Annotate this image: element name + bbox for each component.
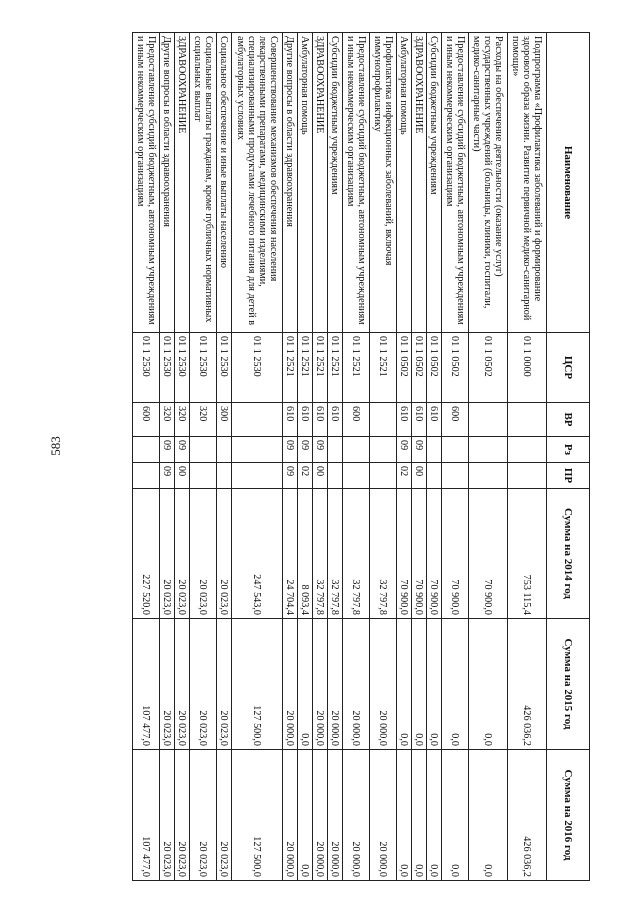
- cell-sum-2015: 127 500,0: [232, 619, 283, 750]
- header-rz: Рз: [547, 437, 590, 463]
- cell-name: ЗДРАВООХРАНЕНИЕ: [313, 33, 328, 333]
- cell-vr: 600: [133, 403, 160, 437]
- cell-sum-2014: 32 797,8: [328, 489, 343, 619]
- cell-csr: 01 1 0502: [427, 333, 442, 403]
- cell-sum-2014: 227 520,0: [133, 489, 160, 619]
- cell-sum-2015: 0,0: [469, 619, 508, 750]
- cell-rz: [133, 437, 160, 463]
- cell-sum-2014: 70 900,0: [412, 489, 427, 619]
- cell-csr: 01 1 2530: [190, 333, 217, 403]
- cell-csr: 01 1 2530: [133, 333, 160, 403]
- cell-sum-2014: 32 797,8: [313, 489, 328, 619]
- cell-pr: 00: [175, 463, 190, 489]
- table-row: [283, 33, 298, 881]
- cell-csr: 01 1 2521: [298, 333, 313, 403]
- cell-rz: [328, 437, 343, 463]
- cell-pr: [232, 463, 283, 489]
- cell-sum-2016: 0,0: [427, 750, 442, 881]
- cell-sum-2016: 0,0: [412, 750, 427, 881]
- cell-csr: 01 1 0502: [442, 333, 469, 403]
- cell-rz: [190, 437, 217, 463]
- cell-sum-2014: 70 900,0: [427, 489, 442, 619]
- cell-sum-2014: 20 023,0: [217, 489, 232, 619]
- cell-vr: 610: [298, 403, 313, 437]
- cell-sum-2015: 0,0: [442, 619, 469, 750]
- cell-csr: 01 1 2521: [283, 333, 298, 403]
- cell-sum-2016: 20 023,0: [217, 750, 232, 881]
- cell-csr: 01 1 0502: [397, 333, 412, 403]
- cell-vr: 600: [442, 403, 469, 437]
- cell-rz: [343, 437, 370, 463]
- budget-table: [132, 32, 590, 881]
- cell-csr: 01 1 2530: [160, 333, 175, 403]
- cell-sum-2016: 0,0: [298, 750, 313, 881]
- cell-sum-2016: 0,0: [469, 750, 508, 881]
- cell-name: Предоставление субсидий бюджетным, автономным учреждениям и иным некоммерческим организациям: [133, 33, 160, 333]
- cell-csr: 01 1 2530: [232, 333, 283, 403]
- cell-pr: [508, 463, 547, 489]
- cell-vr: 320: [190, 403, 217, 437]
- cell-pr: [328, 463, 343, 489]
- table-row: [508, 33, 547, 881]
- cell-name: Субсидии бюджетным учреждениям: [328, 33, 343, 333]
- cell-sum-2016: 20 023,0: [190, 750, 217, 881]
- cell-name: Субсидии бюджетным учреждениям: [427, 33, 442, 333]
- cell-sum-2014: 8 093,4: [298, 489, 313, 619]
- cell-sum-2016: 0,0: [397, 750, 412, 881]
- cell-vr: 300: [217, 403, 232, 437]
- cell-vr: 610: [328, 403, 343, 437]
- cell-sum-2014: 20 023,0: [190, 489, 217, 619]
- cell-pr: [217, 463, 232, 489]
- cell-sum-2016: 127 500,0: [232, 750, 283, 881]
- cell-pr: [442, 463, 469, 489]
- cell-pr: 09: [283, 463, 298, 489]
- cell-pr: [370, 463, 397, 489]
- cell-rz: [427, 437, 442, 463]
- cell-vr: 600: [343, 403, 370, 437]
- cell-pr: 02: [298, 463, 313, 489]
- table-row: [469, 33, 508, 881]
- cell-sum-2016: 20 023,0: [175, 750, 190, 881]
- cell-vr: 610: [412, 403, 427, 437]
- table-row: [175, 33, 190, 881]
- cell-vr: 320: [160, 403, 175, 437]
- cell-name: Предоставление субсидий бюджетным, автономным учреждениям и иным некоммерческим организациям: [343, 33, 370, 333]
- table-row: [343, 33, 370, 881]
- cell-name: ЗДРАВООХРАНЕНИЕ: [175, 33, 190, 333]
- page-number: 583: [48, 436, 63, 456]
- cell-name: Амбулаторная помощь: [298, 33, 313, 333]
- cell-csr: 01 1 0502: [469, 333, 508, 403]
- cell-sum-2015: 20 023,0: [190, 619, 217, 750]
- cell-rz: 09: [160, 437, 175, 463]
- cell-vr: 610: [313, 403, 328, 437]
- cell-rz: [370, 437, 397, 463]
- cell-rz: [508, 437, 547, 463]
- rotated-table-container: [132, 32, 590, 880]
- cell-sum-2015: 20 023,0: [160, 619, 175, 750]
- cell-csr: 01 1 0000: [508, 333, 547, 403]
- table-row: [427, 33, 442, 881]
- cell-pr: [343, 463, 370, 489]
- cell-vr: 320: [175, 403, 190, 437]
- cell-sum-2016: 20 000,0: [313, 750, 328, 881]
- cell-name: Профилактика инфекционных заболеваний, включая иммунопрофилактику: [370, 33, 397, 333]
- cell-csr: 01 1 2521: [313, 333, 328, 403]
- table-row: [328, 33, 343, 881]
- cell-rz: 09: [412, 437, 427, 463]
- cell-sum-2015: 20 000,0: [343, 619, 370, 750]
- table-row: [298, 33, 313, 881]
- table-row: [133, 33, 160, 881]
- cell-pr: 00: [313, 463, 328, 489]
- cell-sum-2014: 70 900,0: [442, 489, 469, 619]
- cell-sum-2014: 20 023,0: [175, 489, 190, 619]
- cell-sum-2016: 20 000,0: [328, 750, 343, 881]
- cell-csr: 01 1 2521: [343, 333, 370, 403]
- cell-pr: 02: [397, 463, 412, 489]
- cell-vr: [370, 403, 397, 437]
- cell-vr: 610: [283, 403, 298, 437]
- cell-sum-2016: 426 036,2: [508, 750, 547, 881]
- cell-name: Социальное обеспечение и иные выплаты населению: [217, 33, 232, 333]
- header-sum-2016: Сумма на 2016 год: [547, 750, 590, 881]
- cell-pr: [469, 463, 508, 489]
- table-row: [313, 33, 328, 881]
- cell-csr: 01 1 2530: [175, 333, 190, 403]
- cell-csr: 01 1 2521: [328, 333, 343, 403]
- header-sum-2014: Сумма на 2014 год: [547, 489, 590, 619]
- cell-sum-2016: 0,0: [442, 750, 469, 881]
- cell-rz: 09: [298, 437, 313, 463]
- cell-vr: 610: [427, 403, 442, 437]
- cell-sum-2016: 20 000,0: [343, 750, 370, 881]
- cell-rz: 09: [313, 437, 328, 463]
- cell-sum-2015: 0,0: [298, 619, 313, 750]
- cell-pr: 09: [160, 463, 175, 489]
- cell-name: Социальные выплаты гражданам, кроме публичных нормативных социальных выплат: [190, 33, 217, 333]
- header-vr: ВР: [547, 403, 590, 437]
- cell-csr: 01 1 0502: [412, 333, 427, 403]
- table-row: [412, 33, 427, 881]
- table-body: [133, 33, 547, 881]
- cell-sum-2015: 0,0: [397, 619, 412, 750]
- cell-sum-2016: 20 000,0: [370, 750, 397, 881]
- header-csr: ЦСР: [547, 333, 590, 403]
- cell-sum-2015: 20 000,0: [370, 619, 397, 750]
- cell-name: Расходы на обеспечение деятельности (оказание услуг) государственных учреждений (больницы, клиники, госпитали, медико-санитарные части): [469, 33, 508, 333]
- cell-name: ЗДРАВООХРАНЕНИЕ: [412, 33, 427, 333]
- cell-sum-2016: 107 477,0: [133, 750, 160, 881]
- cell-name: Совершенствование механизмов обеспечения населения лекарственными препаратами, медицинскими изделиями, специализированными продуктами лечебного питания для детей в амбулаторных условиях: [232, 33, 283, 333]
- cell-vr: [508, 403, 547, 437]
- cell-name: Другие вопросы в области здравоохранения: [160, 33, 175, 333]
- cell-pr: [427, 463, 442, 489]
- cell-sum-2014: 32 797,8: [343, 489, 370, 619]
- cell-rz: 09: [283, 437, 298, 463]
- cell-sum-2015: 20 023,0: [217, 619, 232, 750]
- cell-sum-2015: 107 477,0: [133, 619, 160, 750]
- cell-sum-2015: 0,0: [427, 619, 442, 750]
- cell-pr: 00: [412, 463, 427, 489]
- cell-name: Подпрограмма «Профилактика заболеваний и формирование здорового образа жизни. Развитие первичной медико-санитарной помощи»: [508, 33, 547, 333]
- cell-pr: [190, 463, 217, 489]
- header-name: Наименование: [547, 33, 590, 333]
- cell-pr: [133, 463, 160, 489]
- cell-csr: 01 1 2521: [370, 333, 397, 403]
- cell-sum-2014: 24 704,4: [283, 489, 298, 619]
- cell-rz: 09: [397, 437, 412, 463]
- table-row: [217, 33, 232, 881]
- cell-sum-2014: 20 023,0: [160, 489, 175, 619]
- cell-sum-2015: 20 000,0: [283, 619, 298, 750]
- cell-vr: [469, 403, 508, 437]
- cell-sum-2014: 70 900,0: [397, 489, 412, 619]
- cell-rz: [217, 437, 232, 463]
- cell-vr: [232, 403, 283, 437]
- cell-rz: [469, 437, 508, 463]
- cell-sum-2016: 20 023,0: [160, 750, 175, 881]
- cell-csr: 01 1 2530: [217, 333, 232, 403]
- table-row: [442, 33, 469, 881]
- cell-sum-2016: 20 000,0: [283, 750, 298, 881]
- table-row: [232, 33, 283, 881]
- table-row: [397, 33, 412, 881]
- header-sum-2015: Сумма на 2015 год: [547, 619, 590, 750]
- cell-name: Предоставление субсидий бюджетным, автономным учреждениям и иным некоммерческим организациям: [442, 33, 469, 333]
- table-row: [370, 33, 397, 881]
- header-pr: ПР: [547, 463, 590, 489]
- cell-sum-2014: 753 115,4: [508, 489, 547, 619]
- cell-sum-2015: 426 036,2: [508, 619, 547, 750]
- cell-sum-2015: 0,0: [412, 619, 427, 750]
- table-header-row: [547, 33, 590, 881]
- cell-name: Амбулаторная помощь: [397, 33, 412, 333]
- cell-rz: [442, 437, 469, 463]
- cell-sum-2014: 70 900,0: [469, 489, 508, 619]
- cell-sum-2015: 20 023,0: [175, 619, 190, 750]
- cell-sum-2015: 20 000,0: [313, 619, 328, 750]
- cell-rz: 09: [175, 437, 190, 463]
- table-row: [190, 33, 217, 881]
- cell-vr: 610: [397, 403, 412, 437]
- cell-sum-2014: 247 543,0: [232, 489, 283, 619]
- table-row: [160, 33, 175, 881]
- cell-rz: [232, 437, 283, 463]
- cell-sum-2014: 32 797,8: [370, 489, 397, 619]
- cell-name: Другие вопросы в области здравоохранения: [283, 33, 298, 333]
- cell-sum-2015: 20 000,0: [328, 619, 343, 750]
